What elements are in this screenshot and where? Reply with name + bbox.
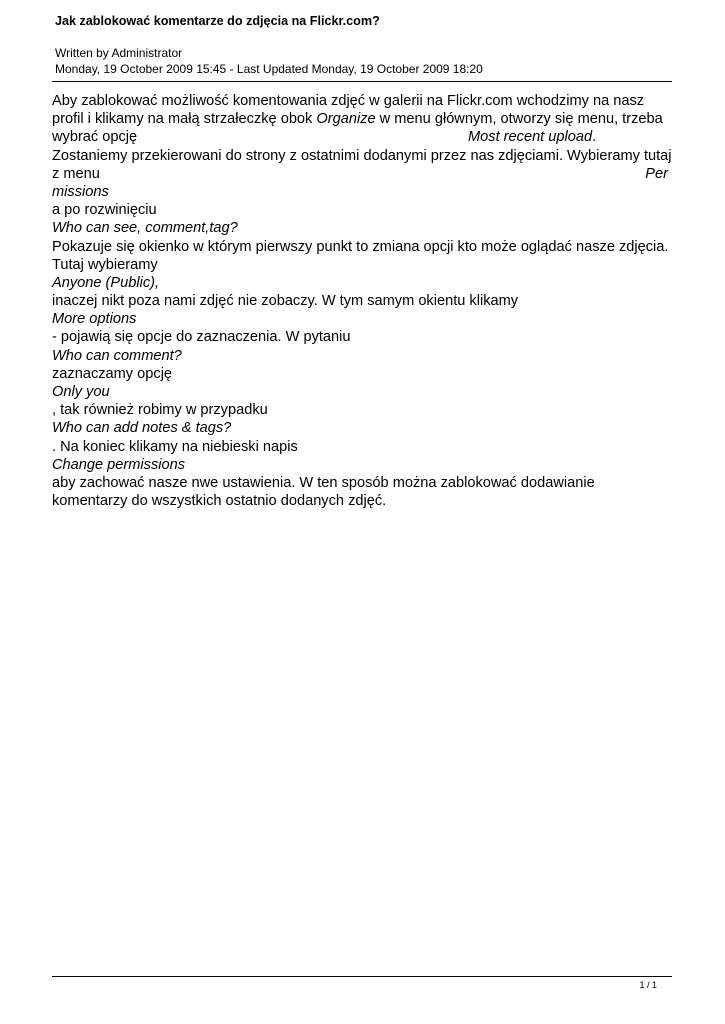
body-line <box>52 110 672 128</box>
body-text: w menu głównym, otworzy się menu, trzeba <box>375 111 663 128</box>
footer-divider <box>52 976 672 977</box>
body-line: a po rozwinięciu <box>52 202 157 219</box>
article-dates: Monday, 19 October 2009 15:45 - Last Updated Monday, 19 October 2009 18:20 <box>55 62 483 76</box>
menu-term-organize: Organize <box>316 111 376 128</box>
body-line: , tak również robimy w przypadku <box>52 402 268 419</box>
option-only-you: Only you <box>52 384 110 400</box>
body-line: Pokazuje się okienko w którym pierwszy punkt to zmiana opcji kto może oglądać nasze zdjęcia. <box>52 238 669 255</box>
body-line <box>52 128 672 146</box>
article-body <box>52 92 672 510</box>
option-change-permissions: Change permissions <box>52 456 186 473</box>
menu-term-permissions-part: Per <box>645 165 668 182</box>
body-text: wybrać opcję <box>52 129 138 146</box>
body-line: Tutaj wybieramy <box>52 256 158 273</box>
body-text: . <box>592 129 597 146</box>
body-line: komentarzy do wszystkich ostatnio dodanych zdjęć. <box>52 493 387 510</box>
article-title: Jak zablokować komentarze do zdjęcia na Flickr.com? <box>55 14 380 28</box>
header-divider <box>52 81 672 82</box>
option-who-can-add-notes: Who can add notes & tags? <box>52 420 232 437</box>
option-more-options: More options <box>52 311 137 328</box>
option-most-recent-upload: Most recent upload <box>468 129 593 146</box>
body-line: aby zachować nasze nwe ustawienia. W ten sposób można zablokować dodawianie <box>52 474 595 491</box>
option-who-can-see: Who can see, comment,tag? <box>52 220 238 237</box>
option-who-can-comment: Who can comment? <box>52 347 182 364</box>
body-text: profil i klikamy na małą strzałeczkę obok <box>52 111 317 128</box>
body-line: - pojawią się opcje do zaznaczenia. W pytaniu <box>52 329 351 346</box>
body-line: Zostaniemy przekierowani do strony z ostatnimi dodanymi przez nas zdjęciami. Wybieramy tutaj <box>52 147 672 164</box>
article-author: Written by Administrator <box>55 46 183 60</box>
body-line: . Na koniec klikamy na niebieski napis <box>52 438 298 455</box>
body-line: zaznaczamy opcję <box>52 365 173 382</box>
body-line: inaczej nikt poza nami zdjęć nie zobaczy. W tym samym okientu klikamy <box>52 293 519 310</box>
page-number: 1 / 1 <box>639 980 657 990</box>
body-text: z menu <box>52 165 100 182</box>
body-line: Aby zablokować możliwość komentowania zdjęć w galerii na Flickr.com wchodzimy na nasz <box>52 93 645 109</box>
menu-term-permissions-part: missions <box>52 183 109 200</box>
option-anyone-public: Anyone (Public), <box>52 274 160 291</box>
body-line <box>52 165 672 183</box>
